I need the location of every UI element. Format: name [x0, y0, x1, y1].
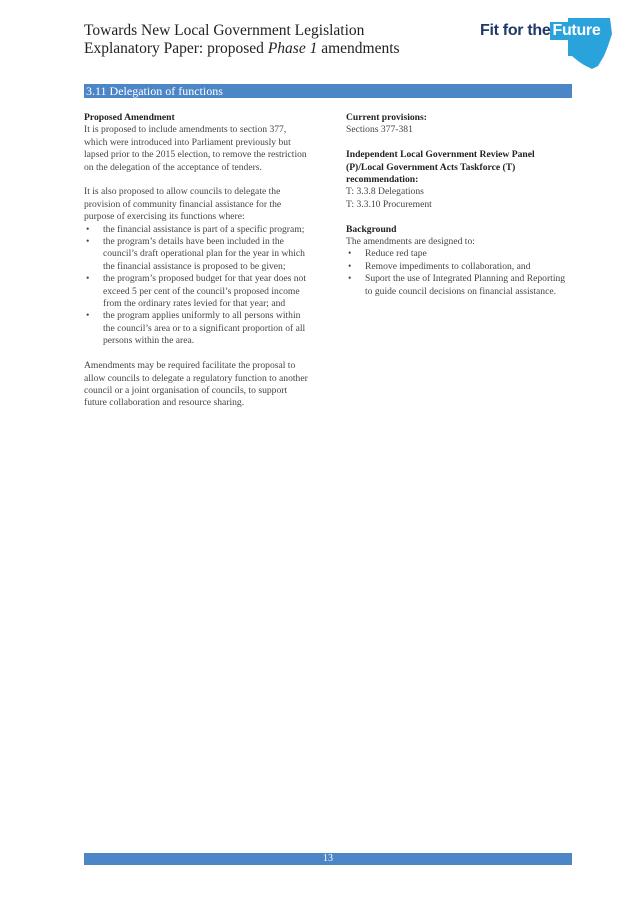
recommendation-item: T: 3.3.10 Procurement — [346, 198, 432, 210]
logo-text: Fit for the Future — [480, 22, 601, 39]
list-item: • Suport the use of Integrated Planning and Reporting to guide council decisions on financial assistance. — [346, 273, 572, 298]
fit-for-the-future-logo — [480, 16, 612, 72]
section-title-bar: 3.11 Delegation of functions — [84, 84, 572, 98]
list-item: • the program applies uniformly to all persons within the council’s area or to a significant proportion of all persons within the area. — [84, 310, 312, 347]
recommendation-item: T: 3.3.8 Delegations — [346, 186, 424, 198]
list-item: • the program’s proposed budget for that year does not exceed 5 per cent of the council’s proposed income from the ordinary rates levied for that year; and — [84, 273, 312, 310]
list-item: • Remove impediments to collaboration, and — [346, 261, 572, 273]
recommendation-heading: Independent Local Government Review Panel (P)/Local Government Acts Taskforce (T) recommendation: — [346, 149, 535, 186]
header-title-line2: Explanatory Paper: proposed Phase 1 amendments — [84, 40, 400, 57]
right-column — [346, 112, 572, 298]
paragraph: Amendments may be required facilitate the proposal to allow councils to delegate a regulatory function to another council or a joint organisation of councils, to support future collaboration and resource sharing. — [84, 360, 308, 409]
page-number-bar: 13 — [84, 853, 572, 865]
left-column — [84, 112, 312, 410]
paragraph: It is also proposed to allow councils to delegate the provision of community financial assistance for the purpose of exercising its functions where: — [84, 186, 282, 223]
list-item: • the program’s details have been included in the council’s draft operational plan for the year in which the financial assistance is proposed to be given; — [84, 236, 312, 273]
background-text: The amendments are designed to: — [346, 236, 475, 248]
proposed-amendment-heading: Proposed Amendment — [84, 112, 175, 123]
document-header — [84, 22, 400, 58]
background-heading: Background — [346, 223, 397, 235]
list-item: • the financial assistance is part of a specific program; — [84, 224, 312, 236]
header-title-line1: Towards New Local Government Legislation — [84, 22, 365, 39]
list-item: • Reduce red tape — [346, 248, 572, 260]
current-provisions-text: Sections 377-381 — [346, 124, 413, 136]
current-provisions-heading: Current provisions: — [346, 112, 427, 123]
conditions-list — [84, 224, 312, 348]
paragraph: It is proposed to include amendments to section 377, which were introduced into Parliament previously but lapsed prior to the 2015 election, to remove the restriction on the delegation of the acceptance of tenders. — [84, 124, 307, 173]
background-list — [346, 248, 572, 298]
